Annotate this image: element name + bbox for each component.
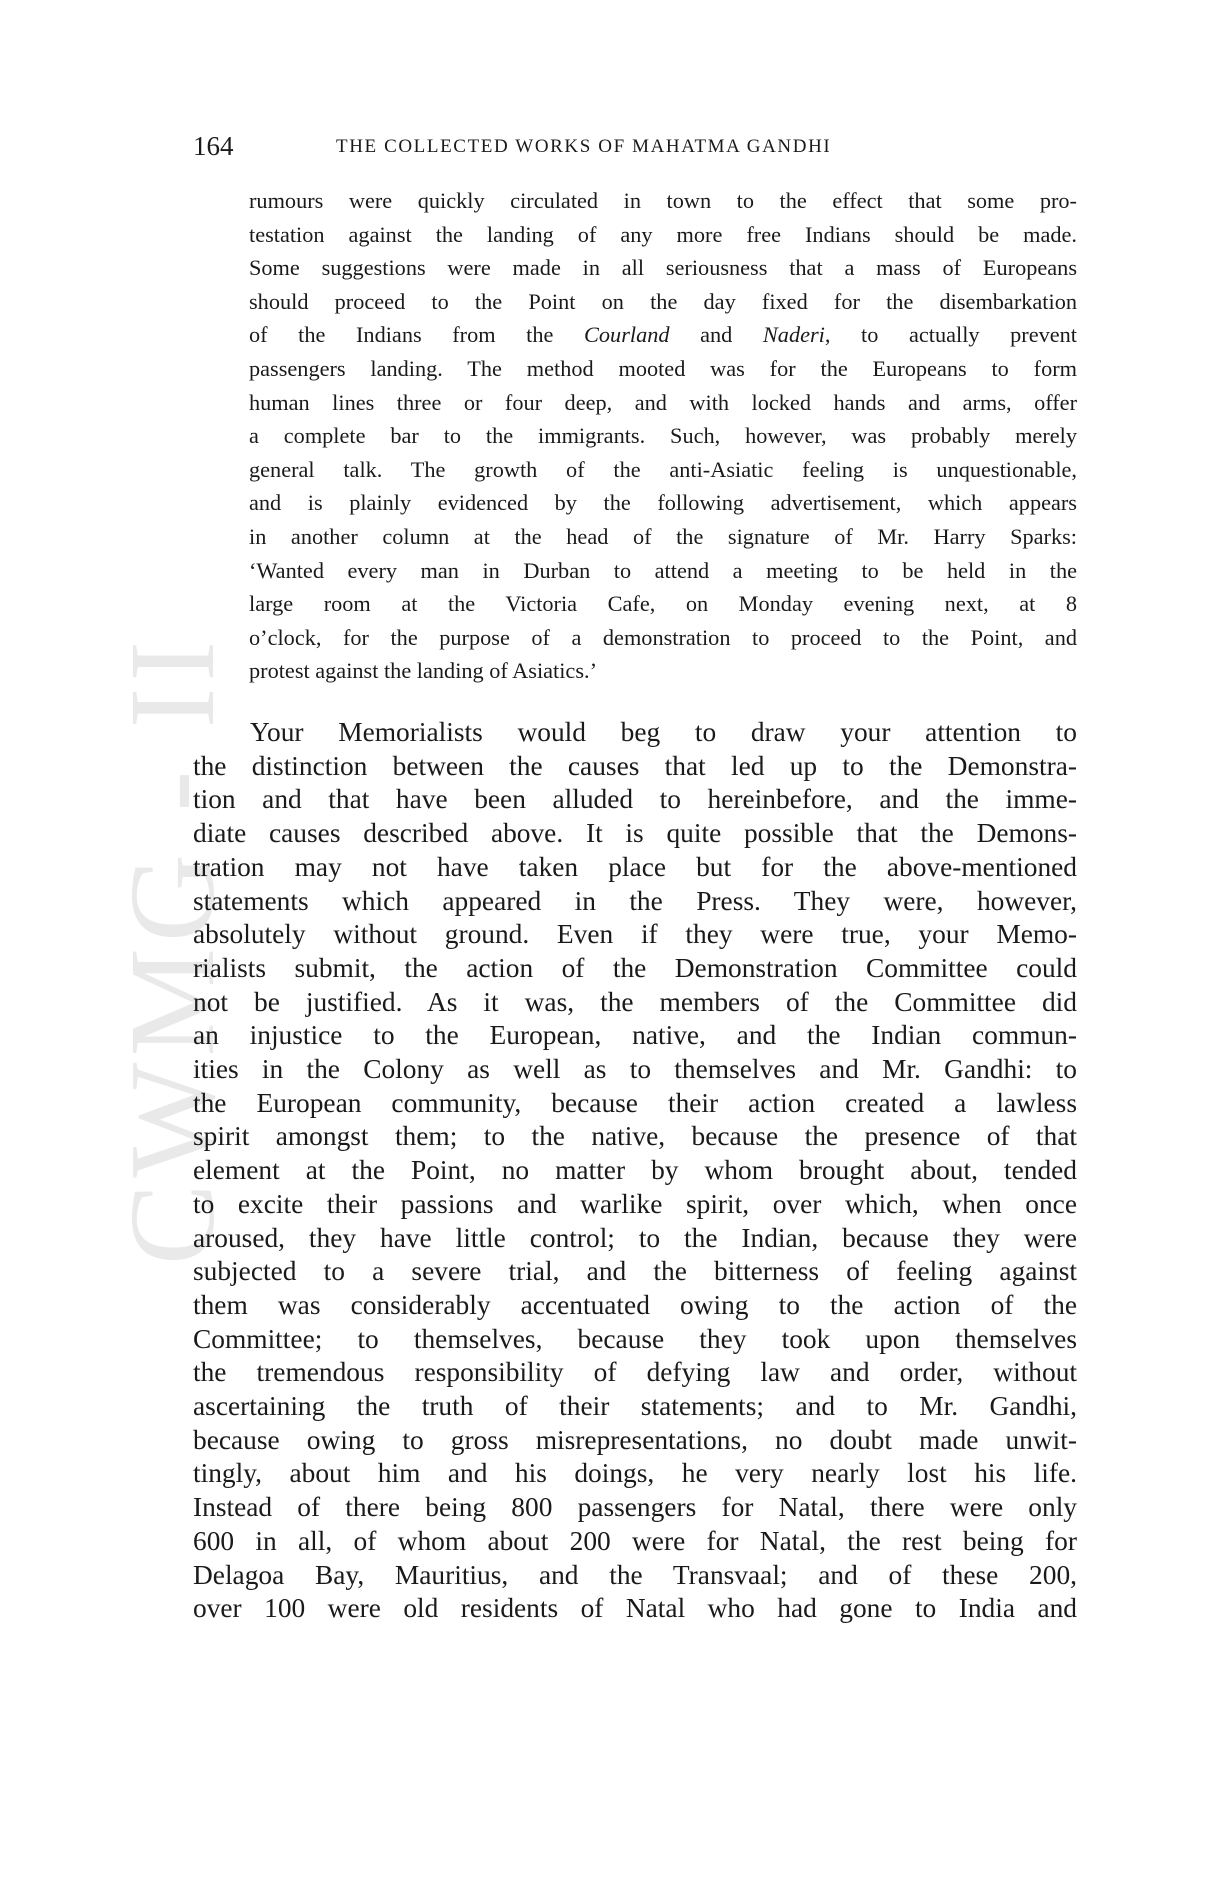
text-line: because owing to gross misrepresentations, no doubt made unwit- <box>193 1424 1077 1455</box>
text-segment: and <box>669 322 763 348</box>
text-line: ‘Wanted every man in Durban to attend a meeting to be held in the <box>249 557 1077 583</box>
text-line: tion and that have been alluded to hereinbefore, and the imme- <box>193 784 1077 815</box>
text-line: spirit amongst them; to the native, because the presence of that <box>193 1121 1077 1152</box>
text-line: 600 in all, of whom about 200 were for Natal, the rest being for <box>193 1525 1077 1556</box>
text-line: ities in the Colony as well as to themselves and Mr. Gandhi: to <box>193 1054 1077 1085</box>
text-line: Instead of there being 800 passengers for Natal, there were only <box>193 1492 1077 1523</box>
text-line: large room at the Victoria Cafe, on Monday evening next, at 8 <box>249 591 1077 617</box>
text-line: tration may not have taken place but for the above-mentioned <box>193 851 1077 882</box>
page-number: 164 <box>193 131 234 161</box>
text-line: the tremendous responsibility of defying law and order, without <box>193 1357 1077 1388</box>
text-line: testation against the landing of any more free Indians should be made. <box>249 221 1077 247</box>
text-line: passengers landing. The method mooted was for the Europeans to form <box>249 355 1077 381</box>
ship-name-naderi: Naderi <box>762 322 825 348</box>
text-line: Committee; to themselves, because they took upon themselves <box>193 1323 1077 1354</box>
text-line: element at the Point, no matter by whom brought about, tended <box>193 1155 1077 1186</box>
text-line: the European community, because their action created a lawless <box>193 1087 1077 1118</box>
text-line: statements which appeared in the Press. They were, however, <box>193 885 1077 916</box>
text-segment: , to actually prevent <box>824 322 1077 348</box>
text-line: aroused, they have little control; to the Indian, because they were <box>193 1222 1077 1253</box>
watermark-text: CWMG - II <box>105 635 240 1265</box>
text-line: diate causes described above. It is quite possible that the Demons- <box>193 818 1077 849</box>
running-title: THE COLLECTED WORKS OF MAHATMA GANDHI <box>336 136 832 157</box>
text-line <box>249 318 1077 352</box>
text-line: them was considerably accentuated owing to the action of the <box>193 1289 1077 1320</box>
text-line: should proceed to the Point on the day fixed for the disembarkation <box>249 288 1077 314</box>
text-line: ascertaining the truth of their statements; and to Mr. Gandhi, <box>193 1391 1077 1422</box>
text-line: Delagoa Bay, Mauritius, and the Transvaal; and of these 200, <box>193 1559 1077 1590</box>
text-line: a complete bar to the immigrants. Such, however, was probably merely <box>249 423 1077 449</box>
text-line: over 100 were old residents of Natal who had gone to India and <box>193 1593 1077 1624</box>
text-line: tingly, about him and his doings, he very nearly lost his life. <box>193 1458 1077 1489</box>
text-line: rialists submit, the action of the Demonstration Committee could <box>193 952 1077 983</box>
ship-name-courland: Courland <box>584 322 670 348</box>
text-segment: of the Indians from the <box>249 322 585 348</box>
quoted-passage <box>249 184 1077 688</box>
text-line: human lines three or four deep, and with locked hands and arms, offer <box>249 389 1077 415</box>
text-line: in another column at the head of the signature of Mr. Harry Sparks: <box>249 523 1077 549</box>
text-line: protest against the landing of Asiatics.’ <box>249 658 598 684</box>
text-line: an injustice to the European, native, and the Indian commun- <box>193 1020 1077 1051</box>
body-paragraph <box>193 716 1077 1626</box>
text-line: Some suggestions were made in all seriousness that a mass of Europeans <box>249 255 1077 281</box>
text-line: to excite their passions and warlike spirit, over which, when once <box>193 1188 1077 1219</box>
text-line: rumours were quickly circulated in town to the effect that some pro- <box>249 188 1077 213</box>
text-line: subjected to a severe trial, and the bitterness of feeling against <box>193 1256 1077 1287</box>
text-line: general talk. The growth of the anti-Asiatic feeling is unquestionable, <box>249 456 1077 482</box>
text-line: absolutely without ground. Even if they were true, your Memo- <box>193 919 1077 950</box>
text-line: o’clock, for the purpose of a demonstration to proceed to the Point, and <box>249 624 1077 650</box>
text-line: Your Memorialists would beg to draw your attention to <box>250 717 1077 747</box>
text-line: the distinction between the causes that led up to the Demonstra- <box>193 750 1077 781</box>
page-header <box>193 128 1077 164</box>
text-line: not be justified. As it was, the members of the Committee did <box>193 986 1077 1017</box>
text-line: and is plainly evidenced by the following advertisement, which appears <box>249 490 1077 516</box>
